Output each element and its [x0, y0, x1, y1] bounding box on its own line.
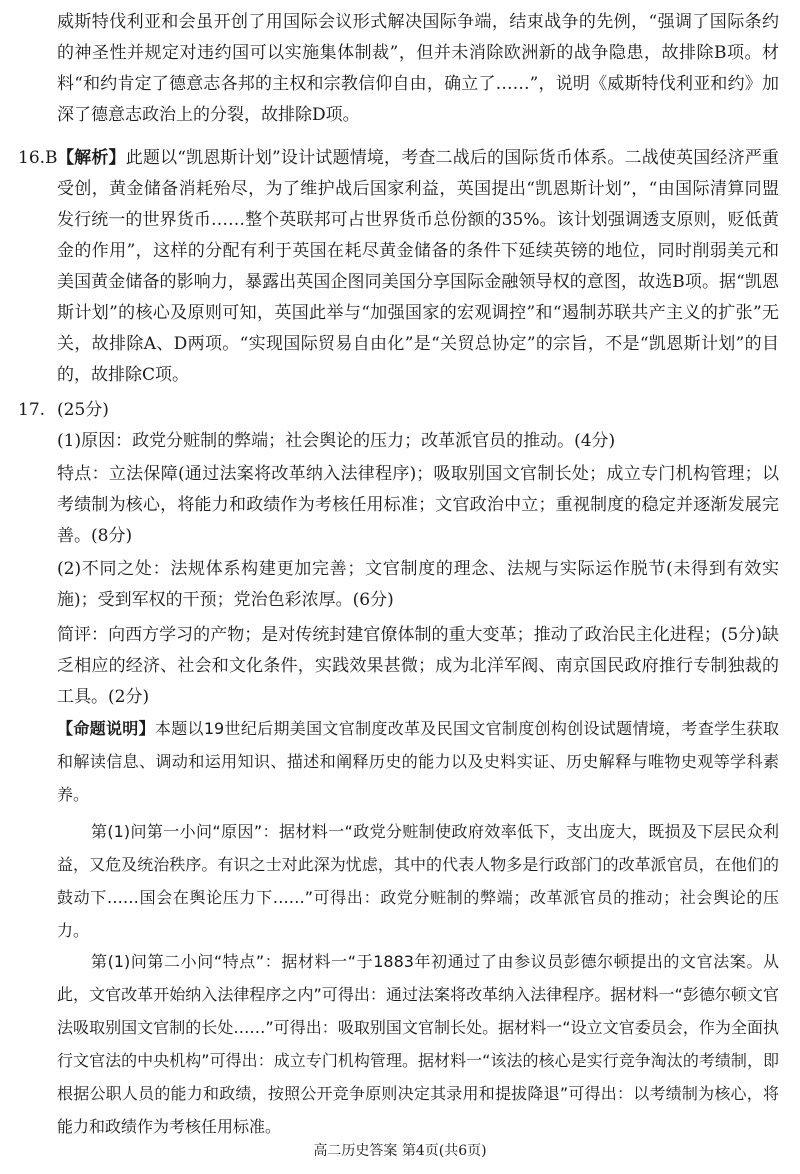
q17-score: (25分): [57, 400, 109, 420]
q16-number-text: 16.: [18, 148, 46, 168]
q17-part1-features: 特点：立法保障(通过法案将改革纳入法律程序)；吸取别国文官制长处；成立专门机构管理；以考绩制为核心，将能力和政绩作为考核任用标准；文官政治中立；重视制度的稳定并逐渐发展完善。(8分): [57, 464, 779, 546]
q16-answer: B: [45, 148, 58, 168]
q17-part1-reason: (1)原因：政党分赃制的弊端；社会舆论的压力；改革派官员的推动。(4分): [57, 431, 616, 451]
q17-number: 17.: [18, 400, 46, 420]
q16-explanation: [57, 143, 779, 391]
note-para-reason: 第(1)问第一小问“原因”：据材料一“政党分赃制使政府效率低下，支出庞大，既损及下层民众利益，又危及统治秩序。有识之士对此深为忧虑，其中的代表人物多是行政部门的改革派官员，在他们的鼓动下……国会在舆论压力下……”可得出：政党分赃制的弊端；改革派官员的推动；社会舆论的压力。: [57, 822, 779, 940]
note-para-features: 第(1)问第二小问“特点”：据材料一“于1883年初通过了由参议员彭德尔顿提出的文官法案。从此，文官改革开始纳入法律程序之内”可得出：通过法案将改革纳入法律程序。据材料一“彭德尔顿文官法吸取别国文官制的长处……”可得出：吸取别国文官制长处。据材料一“设立文官委员会，作为全面执行文官法的中央机构”可得出：成立专门机构管理。据材料一“该法的核心是实行竞争淘汰的考绩制，即根据公职人员的能力和政绩，按照公开竞争原则决定其录用和提拔降退”可得出：以考绩制为核心，将能力和政绩作为考核任用标准。: [57, 952, 779, 1136]
page-footer: 高二历史答案 第4页(共6页): [313, 1143, 487, 1159]
intro-paragraph: 威斯特伐利亚和会虽开创了用国际会议形式解决国际争端，结束战争的先例，“强调了国际条约的神圣性并规定对违约国可以实施集体制裁”，但并未消除欧洲新的战争隐患，故排除B项。材料“和约肯定了德意志各邦的主权和宗教信仰自由，确立了……”，说明《威斯特伐利亚和约》加深了德意志政治上的分裂，故排除D项。: [57, 12, 779, 125]
q17-part2-comment: 简评：向西方学习的产物；是对传统封建官僚体制的重大变革；推动了政治民主化进程；(5分)缺乏相应的经济、社会和文化条件，实践效果甚微；成为北洋军阀、南京国民政府推行专制独裁的工具。(2分): [57, 625, 779, 707]
note-intro: [57, 712, 779, 811]
q16-analysis-tag: 【解析】: [57, 148, 126, 168]
note-text: 本题以19世纪后期美国文官制度改革及民国文官制度创构创设试题情境，考查学生获取和解读信息、调动和运用知识、描述和阐释历史的能力以及史料实证、历史解释与唯物史观等学科素养。: [57, 719, 779, 804]
note-tag: 【命题说明】: [57, 719, 155, 738]
q16-text: 此题以“凯恩斯计划”设计试题情境，考查二战后的国际货币体系。二战使英国经济严重受创，黄金储备消耗殆尽，为了维护战后国家利益，英国提出“凯恩斯计划”，“由国际清算同盟发行统一的世界货币……整个英联邦可占世界货币总份额的35%。该计划强调透支原则，贬低黄金的作用”，这样的分配有利于英国在耗尽黄金储备的条件下延续英镑的地位，同时削弱美元和美国黄金储备的影响力，暴露出英国企图同美国分享国际金融领导权的意图，故选B项。据“凯恩斯计划”的核心及原则可知，英国此举与“加强国家的宏观调控”和“遏制苏联共产主义的扩张”无关，故排除A、D两项。“实现国际贸易自由化”是“关贸总协定”的宗旨，不是“凯恩斯计划”的目的，故排除C项。: [57, 148, 779, 385]
q17-part2-diff: (2)不同之处：法规体系构建更加完善；文官制度的理念、法规与实际运作脱节(未得到有效实施)；受到军权的干预；党治色彩浓厚。(6分): [57, 559, 779, 610]
q16-number: [18, 143, 58, 174]
